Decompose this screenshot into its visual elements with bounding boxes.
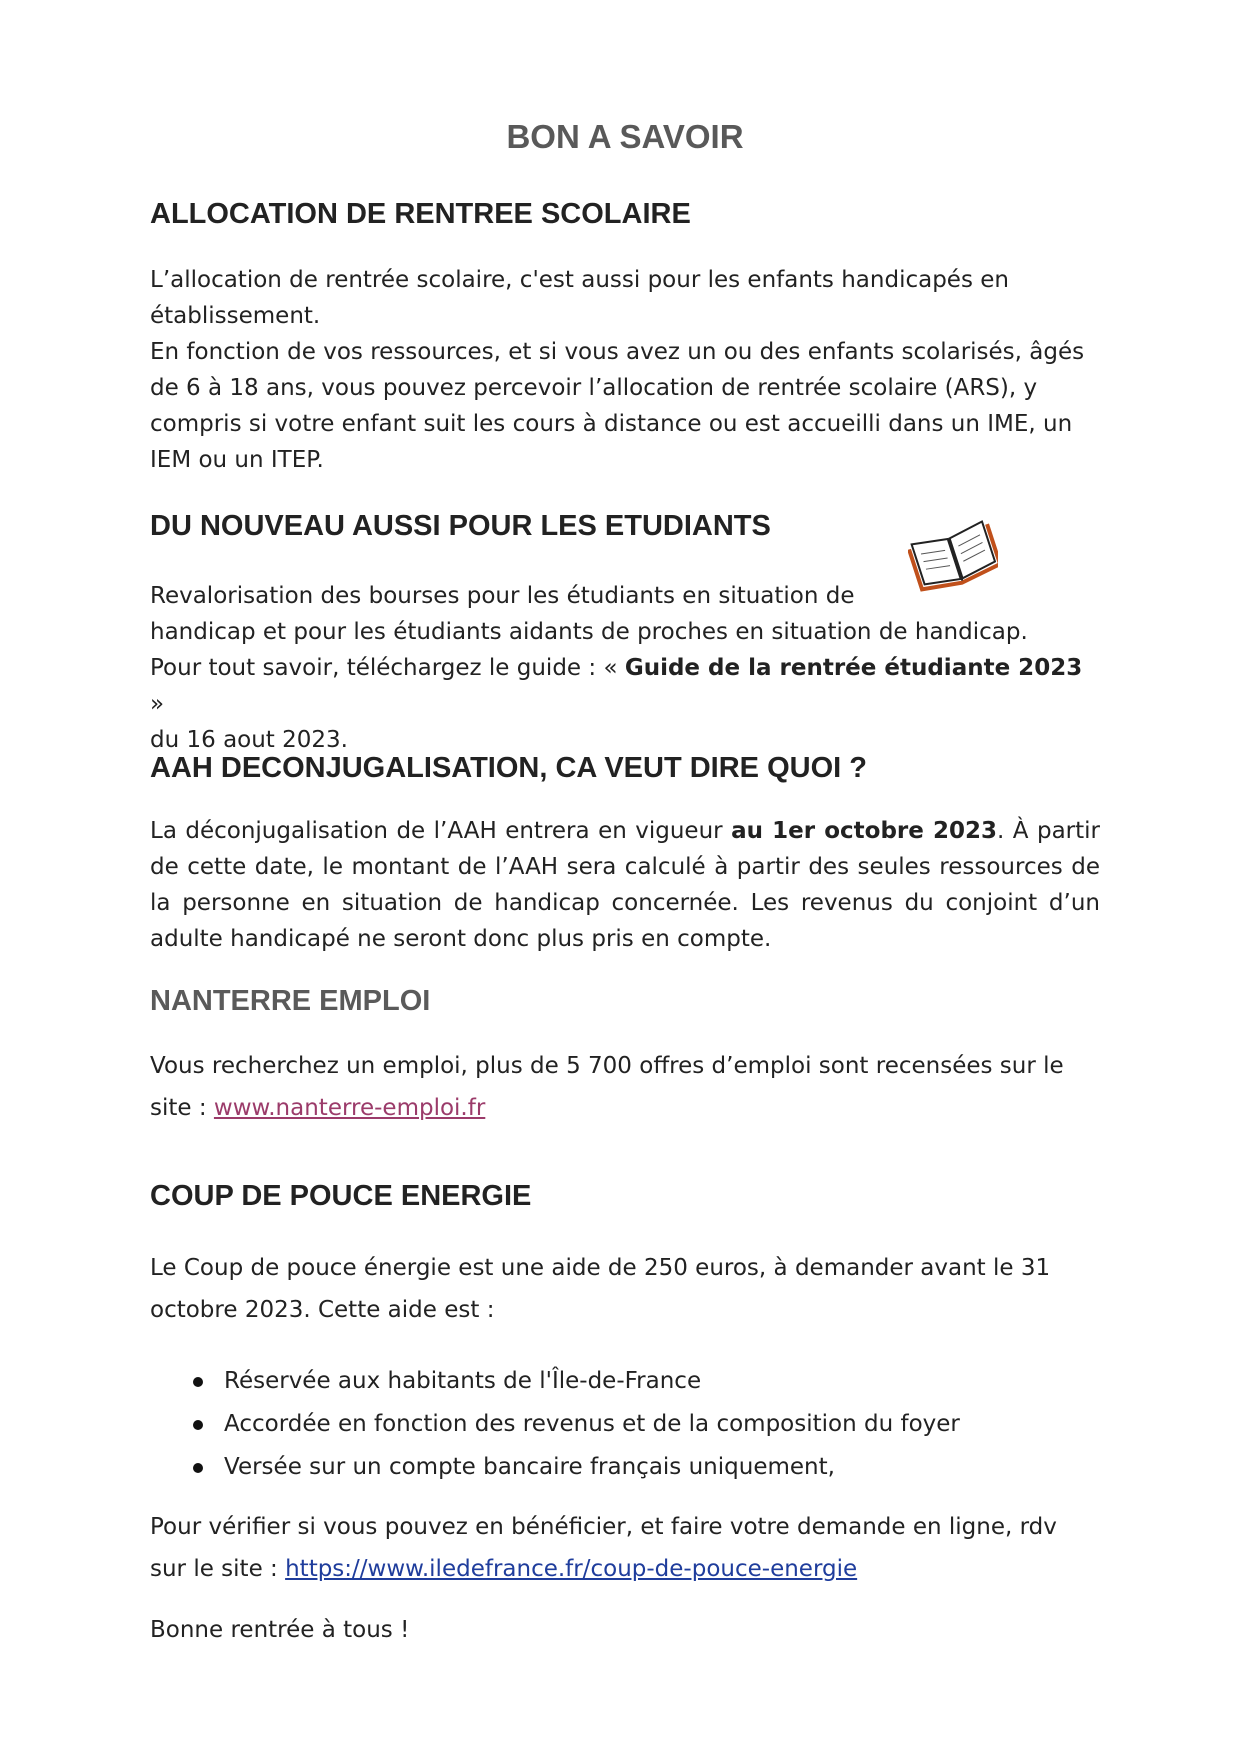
paragraph-verify [150,1506,1100,1590]
text-line: handicap et pour les étudiants aidants de proches en situation de handicap. [150,619,1028,645]
text-line: L’allocation de rentrée scolaire, c'est aussi pour les enfants handicapés en [150,267,1009,293]
list-item-text: Accordée en fonction des revenus et de la composition du foyer [224,1411,960,1437]
paragraph-aah [150,813,1100,957]
text-span: Pour tout savoir, téléchargez le guide : « [150,655,625,681]
text-line [150,1548,1100,1590]
paragraph-ars [150,262,1100,478]
text-line: de 6 à 18 ans, vous pouvez percevoir l’allocation de rentrée scolaire (ARS), y [150,375,1038,401]
heading-etudiants: DU NOUVEAU AUSSI POUR LES ETUDIANTS [150,510,771,542]
nanterre-emploi-link[interactable]: www.nanterre-emploi.fr [213,1095,486,1121]
text-line: En fonction de vos ressources, et si vous avez un ou des enfants scolarisés, âgés [150,339,1085,365]
text-line: établissement. [150,303,321,329]
text-span: . À partir de cette date, le montant de l’AAH sera calculé à partir des seules ressources de la personne en situation de handicap concernée. Les revenus du conjoint d’un adulte handicapé ne seront donc plus pris en compte. [150,818,1101,952]
text-line: Revalorisation des bourses pour les étudiants en situation de [150,583,855,609]
list-item [150,1403,1100,1446]
text-line: Le Coup de pouce énergie est une aide de 250 euros, à demander avant le 31 [150,1255,1051,1281]
heading-emploi: NANTERRE EMPLOI [150,985,431,1017]
list-item-text: Versée sur un compte bancaire français uniquement, [224,1454,835,1480]
list-item [150,1360,1100,1403]
text-line: Pour vérifier si vous pouvez en bénéficier, et faire votre demande en ligne, rdv [150,1514,1057,1540]
text-line: IEM ou un ITEP. [150,447,324,473]
page-title: BON A SAVOIR [506,118,744,155]
heading-aah: AAH DECONJUGALISATION, CA VEUT DIRE QUOI ? [150,752,867,784]
list-item-text: Réservée aux habitants de l'Île-de-France [224,1368,702,1394]
heading-energie: COUP DE POUCE ENERGIE [150,1180,532,1212]
text-line: Vous recherchez un emploi, plus de 5 700 offres d’emploi sont recensées sur le [150,1053,1064,1079]
closing-text: Bonne rentrée à tous ! [150,1617,410,1643]
text-line [150,1087,1100,1129]
text-span: site : [150,1095,214,1121]
text-span: La déconjugalisation de l’AAH entrera en vigueur [150,818,732,844]
paragraph-etudiants [150,578,1100,758]
guide-title: Guide de la rentrée étudiante 2023 [624,655,1083,681]
text-line: du 16 aout 2023. [150,727,348,753]
heading-ars: ALLOCATION DE RENTREE SCOLAIRE [150,198,691,230]
text-line: compris si votre enfant suit les cours à distance ou est accueilli dans un IME, un [150,411,1073,437]
energie-bullet-list [150,1360,1100,1489]
date-highlight: au 1er octobre 2023 [731,818,998,844]
text-span: sur le site : [150,1556,286,1582]
paragraph-energie [150,1247,1100,1331]
bullet-icon [193,1377,203,1387]
text-line [150,650,1100,722]
text-span: » [150,691,165,717]
iledefrance-link[interactable]: https://www.iledefrance.fr/coup-de-pouce-energie [285,1556,858,1582]
list-item [150,1446,1100,1489]
paragraph-emploi [150,1045,1100,1129]
bullet-icon [193,1463,203,1473]
bullet-icon [193,1420,203,1430]
text-line: octobre 2023. Cette aide est : [150,1297,495,1323]
